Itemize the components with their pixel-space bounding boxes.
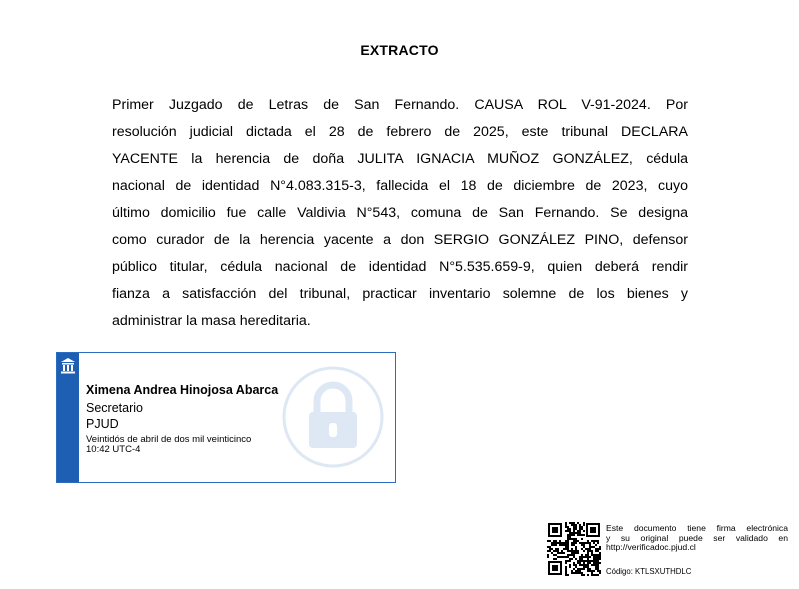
signer-role: Secretario xyxy=(86,401,143,415)
electronic-signature-box xyxy=(56,352,396,483)
qr-code-icon xyxy=(547,522,601,576)
body-line: fianza a satisfacción del tribunal, practicar inventario solemne de los bienes y xyxy=(112,286,688,302)
signature-date xyxy=(86,435,251,455)
body-line: Primer Juzgado de Letras de San Fernando. CAUSA ROL V-91-2024. Por xyxy=(112,97,688,113)
body-line: YACENTE la herencia de doña JULITA IGNACIA MUÑOZ GONZÁLEZ, cédula xyxy=(112,151,688,167)
body-line: administrar la masa hereditaria. xyxy=(112,313,311,329)
verification-line: y su original puede ser validado en xyxy=(606,532,788,543)
signer-organization: PJUD xyxy=(86,417,119,431)
document-title: EXTRACTO xyxy=(360,42,439,58)
body-line: nacional de identidad N°4.083.315-3, fallecida el 18 de diciembre de 2023, cuyo xyxy=(112,178,688,194)
body-line: resolución judicial dictada el 28 de febrero de 2025, este tribunal DECLARA xyxy=(112,124,688,140)
body-line: como curador de la herencia yacente a don SERGIO GONZÁLEZ PINO, defensor xyxy=(112,232,688,248)
signature-side-bar xyxy=(57,353,79,482)
signature-date-text: Veintidós de abril de dos mil veinticinco xyxy=(86,434,252,445)
signature-time-text: 10:42 UTC-4 xyxy=(86,444,141,455)
document-body xyxy=(112,92,688,335)
verification-code: Código: KTLSXUTHDLC xyxy=(606,567,692,576)
signer-name: Ximena Andrea Hinojosa Abarca xyxy=(86,383,279,397)
verification-notice xyxy=(606,524,788,553)
verification-line: Este documento tiene firma electrónica xyxy=(606,523,788,533)
courthouse-icon xyxy=(60,357,76,375)
body-line: último domicilio fue calle Valdivia N°543, comuna de San Fernando. Se designa xyxy=(112,205,688,221)
lock-icon xyxy=(281,365,385,469)
body-line: público titular, cédula nacional de identidad N°5.535.659-9, quien deberá rendir xyxy=(112,259,688,275)
verification-url[interactable]: http://verificadoc.pjud.cl xyxy=(606,542,696,553)
